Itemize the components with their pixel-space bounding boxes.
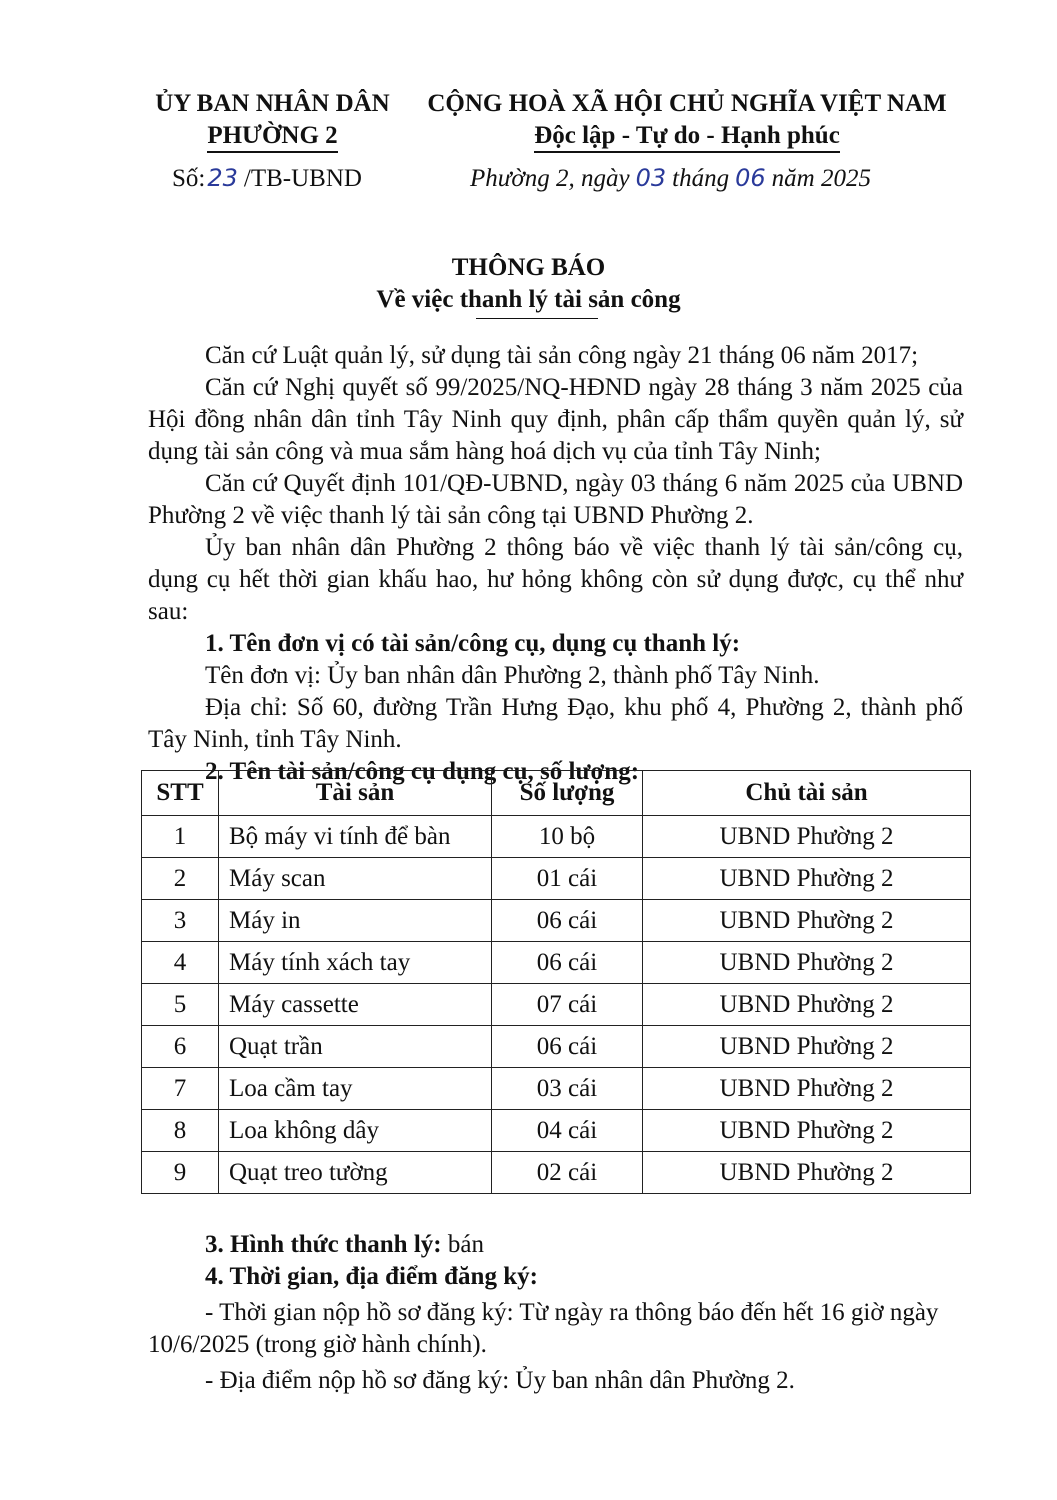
- legal-basis-paragraph: Căn cứ Quyết định 101/QĐ-UBND, ngày 03 tháng 6 năm 2025 của UBND Phường 2 về việc thanh lý tài sản công tại UBND Phường 2.: [148, 470, 963, 529]
- cell-stt: 1: [142, 816, 219, 858]
- document-title: THÔNG BÁO: [451, 254, 606, 281]
- cell-asset: Máy cassette: [219, 984, 492, 1026]
- cell-stt: 8: [142, 1110, 219, 1152]
- cell-asset: Máy in: [219, 900, 492, 942]
- table-row: [142, 942, 971, 984]
- cell-stt: 9: [142, 1152, 219, 1194]
- cell-quantity: 10 bộ: [492, 816, 643, 858]
- subtitle-text: Về việc thanh lý tài sản công: [376, 286, 681, 313]
- cell-owner: UBND Phường 2: [643, 1026, 971, 1068]
- cell-asset: Bộ máy vi tính để bàn: [219, 816, 492, 858]
- cell-owner: UBND Phường 2: [643, 858, 971, 900]
- liquidation-method: bán: [447, 1231, 484, 1258]
- cell-asset: Máy tính xách tay: [219, 942, 492, 984]
- handwritten-day: 03: [635, 164, 667, 192]
- table-row: [142, 816, 971, 858]
- country-name: CỘNG HOÀ XÃ HỘI CHỦ NGHĨA VIỆT NAM: [427, 90, 947, 117]
- number-suffix: /TB-UBND: [243, 165, 362, 192]
- cell-owner: UBND Phường 2: [643, 1152, 971, 1194]
- cell-quantity: 07 cái: [492, 984, 643, 1026]
- table-header-row: [142, 771, 971, 816]
- subtitle-divider: [476, 318, 598, 319]
- cell-owner: UBND Phường 2: [643, 1110, 971, 1152]
- cell-owner: UBND Phường 2: [643, 900, 971, 942]
- cell-quantity: 06 cái: [492, 900, 643, 942]
- registration-time: - Thời gian nộp hồ sơ đăng ký: Từ ngày ra thông báo đến hết 16 giờ ngày 10/6/2025 (trong giờ hành chính).: [148, 1299, 939, 1358]
- registration-place: - Địa điểm nộp hồ sơ đăng ký: Ủy ban nhân dân Phường 2.: [205, 1367, 795, 1394]
- cell-quantity: 06 cái: [492, 1026, 643, 1068]
- cell-quantity: 03 cái: [492, 1068, 643, 1110]
- document-body-continued: [148, 1229, 963, 1397]
- issuing-authority: [140, 88, 405, 153]
- document-date: [470, 164, 871, 193]
- legal-basis-paragraph: Căn cứ Nghị quyết số 99/2025/NQ-HĐND ngày 28 tháng 3 năm 2025 của Hội đồng nhân dân tỉnh Tây Ninh quy định, phân cấp thẩm quyền quản lý, sử dụng tài sản công và mua sắm hàng hoá dịch vụ của tỉnh Tây Ninh;: [148, 374, 963, 465]
- cell-stt: 5: [142, 984, 219, 1026]
- table-row: [142, 1110, 971, 1152]
- cell-stt: 4: [142, 942, 219, 984]
- cell-asset: Máy scan: [219, 858, 492, 900]
- cell-stt: 2: [142, 858, 219, 900]
- section-3: [148, 1229, 963, 1261]
- cell-asset: Loa không dây: [219, 1110, 492, 1152]
- section-2-heading: 2. Tên tài sản/công cụ dụng cụ, số lượng:: [205, 758, 640, 785]
- table-row: [142, 1026, 971, 1068]
- national-header: [412, 88, 962, 153]
- cell-quantity: 01 cái: [492, 858, 643, 900]
- table-row: [142, 1068, 971, 1110]
- cell-quantity: 06 cái: [492, 942, 643, 984]
- column-header: STT: [142, 771, 219, 816]
- date-suffix: năm 2025: [771, 165, 871, 192]
- cell-asset: Quạt treo tường: [219, 1152, 492, 1194]
- cell-stt: 7: [142, 1068, 219, 1110]
- column-header: Tài sản: [219, 771, 492, 816]
- section-4-heading: 4. Thời gian, địa điểm đăng ký:: [205, 1263, 538, 1290]
- table-row: [142, 900, 971, 942]
- date-mid: tháng: [672, 165, 730, 192]
- announcement-paragraph: Ủy ban nhân dân Phường 2 thông báo về việc thanh lý tài sản/công cụ, dụng cụ hết thời gian khấu hao, hư hỏng không còn sử dụng được, cụ thể như sau:: [148, 534, 963, 625]
- table-row: [142, 858, 971, 900]
- cell-quantity: 02 cái: [492, 1152, 643, 1194]
- cell-asset: Quạt trần: [219, 1026, 492, 1068]
- unit-name: Tên đơn vị: Ủy ban nhân dân Phường 2, thành phố Tây Ninh.: [205, 662, 820, 689]
- legal-basis-paragraph: Căn cứ Luật quản lý, sử dụng tài sản công ngày 21 tháng 06 năm 2017;: [205, 342, 919, 369]
- number-prefix: Số:: [172, 165, 206, 192]
- section-1-heading: 1. Tên đơn vị có tài sản/công cụ, dụng cụ thanh lý:: [205, 630, 741, 657]
- table-row: [142, 984, 971, 1026]
- cell-owner: UBND Phường 2: [643, 816, 971, 858]
- cell-owner: UBND Phường 2: [643, 1068, 971, 1110]
- cell-owner: UBND Phường 2: [643, 942, 971, 984]
- authority-name: ỦY BAN NHÂN DÂN: [155, 90, 390, 117]
- cell-quantity: 04 cái: [492, 1110, 643, 1152]
- assets-table: [141, 770, 971, 1194]
- document-subtitle: [0, 286, 1057, 319]
- handwritten-month: 06: [735, 164, 766, 192]
- national-motto: Độc lập - Tự do - Hạnh phúc: [534, 121, 840, 153]
- unit-address: Địa chỉ: Số 60, đường Trần Hưng Đạo, khu phố 4, Phường 2, thành phố Tây Ninh, tỉnh Tây Ninh.: [148, 694, 963, 753]
- handwritten-number: 23: [207, 164, 238, 192]
- table-row: [142, 1152, 971, 1194]
- column-header: Chủ tài sản: [643, 771, 971, 816]
- document-number: [172, 164, 362, 193]
- section-3-heading: 3. Hình thức thanh lý:: [205, 1231, 442, 1258]
- date-prefix: Phường 2, ngày: [470, 165, 630, 192]
- cell-owner: UBND Phường 2: [643, 984, 971, 1026]
- cell-stt: 3: [142, 900, 219, 942]
- cell-asset: Loa cầm tay: [219, 1068, 492, 1110]
- authority-ward: PHƯỜNG 2: [207, 121, 337, 153]
- document-body: [148, 340, 963, 788]
- cell-stt: 6: [142, 1026, 219, 1068]
- column-header: Số lượng: [492, 771, 643, 816]
